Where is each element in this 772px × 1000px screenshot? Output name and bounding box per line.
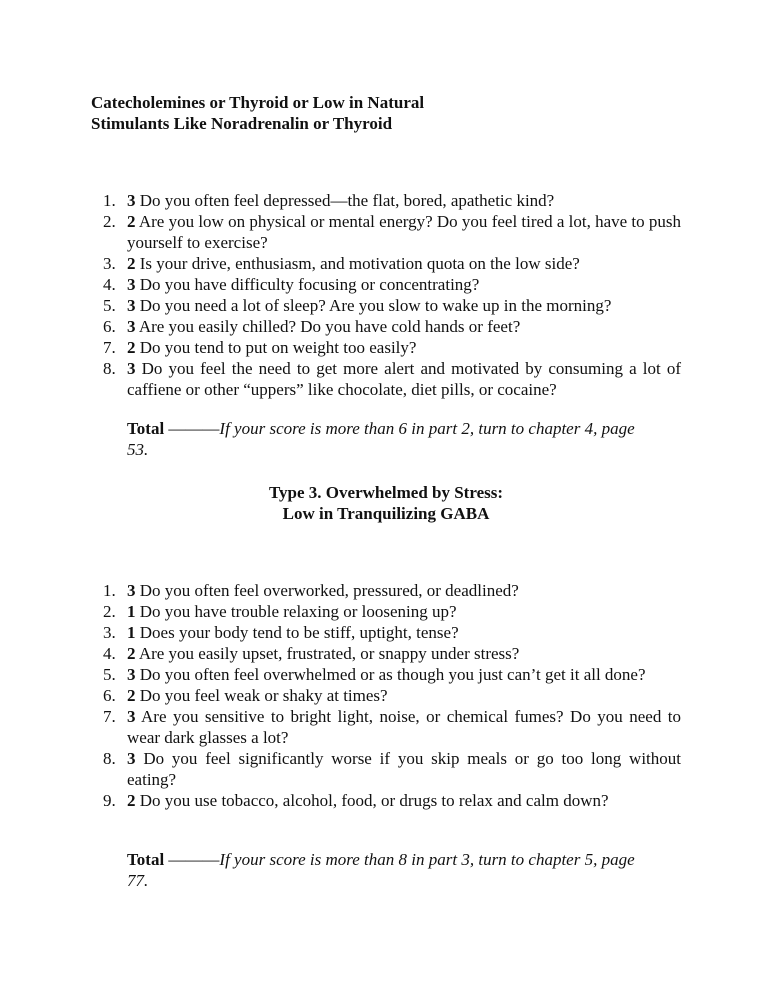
question-text: Do you often feel overwhelmed or as though you just can’t get it all done? [139, 665, 646, 684]
question-score: 2 [127, 212, 136, 231]
total-label: Total [127, 850, 165, 869]
question-number: 1. [103, 191, 116, 210]
section1-total [127, 418, 657, 460]
total-note: If your score is more than 6 in part 2, turn to chapter 4, page 53. [127, 419, 635, 459]
question-number: 7. [103, 338, 116, 357]
question-score: 3 [127, 707, 136, 726]
question-item [91, 748, 681, 790]
question-item [91, 790, 681, 811]
section1-title-line1: Catecholemines or Thyroid or Low in Natural [91, 93, 425, 112]
question-text: Do you tend to put on weight too easily? [139, 338, 417, 357]
question-item [91, 685, 681, 706]
question-score: 1 [127, 623, 136, 642]
total-note: If your score is more than 8 in part 3, turn to chapter 5, page 77. [127, 850, 635, 890]
question-number: 4. [103, 644, 116, 663]
question-text: Do you often feel overworked, pressured, or deadlined? [139, 581, 519, 600]
section1-heading [91, 92, 691, 134]
question-number: 6. [103, 317, 116, 336]
question-text: Are you easily chilled? Do you have cold hands or feet? [138, 317, 521, 336]
question-score: 2 [127, 254, 136, 273]
section2-heading [91, 482, 681, 524]
question-number: 5. [103, 296, 116, 315]
question-item [91, 211, 681, 253]
question-item [91, 316, 681, 337]
question-number: 6. [103, 686, 116, 705]
question-number: 3. [103, 254, 116, 273]
total-label: Total [127, 419, 165, 438]
total-blank: ——— [168, 850, 220, 869]
section1-title-line2: Stimulants Like Noradrenalin or Thyroid [91, 114, 393, 133]
question-item [91, 664, 681, 685]
question-number: 9. [103, 791, 116, 810]
question-text: Do you feel significantly worse if you skip meals or go too long without eating? [127, 749, 682, 789]
question-item [91, 253, 681, 274]
section2-title-line2: Low in Tranquilizing GABA [282, 504, 490, 523]
question-text: Are you sensitive to bright light, noise, or chemical fumes? Do you need to wear dark glasses a lot? [127, 707, 682, 747]
question-item [91, 295, 681, 316]
question-number: 2. [103, 212, 116, 231]
section2-question-list [91, 580, 681, 811]
question-text: Do you feel weak or shaky at times? [139, 686, 388, 705]
question-text: Do you have trouble relaxing or loosening up? [139, 602, 457, 621]
question-score: 2 [127, 338, 136, 357]
question-number: 7. [103, 707, 116, 726]
question-score: 2 [127, 686, 136, 705]
question-number: 2. [103, 602, 116, 621]
question-score: 3 [127, 581, 136, 600]
question-text: Do you need a lot of sleep? Are you slow to wake up in the morning? [139, 296, 612, 315]
question-text: Do you have difficulty focusing or concentrating? [139, 275, 480, 294]
question-number: 5. [103, 665, 116, 684]
question-text: Do you often feel depressed—the flat, bored, apathetic kind? [139, 191, 555, 210]
question-item [91, 580, 681, 601]
question-text: Do you use tobacco, alcohol, food, or drugs to relax and calm down? [139, 791, 609, 810]
question-number: 8. [103, 749, 116, 768]
question-item [91, 706, 681, 748]
question-score: 3 [127, 317, 136, 336]
question-score: 3 [127, 749, 136, 768]
question-score: 2 [127, 644, 136, 663]
question-text: Do you feel the need to get more alert and motivated by consuming a lot of caffiene or other “uppers” like chocolate, diet pills, or cocaine? [127, 359, 681, 399]
section2-title-line1: Type 3. Overwhelmed by Stress: [268, 483, 504, 502]
question-item [91, 622, 681, 643]
question-score: 3 [127, 275, 136, 294]
question-number: 3. [103, 623, 116, 642]
question-item [91, 601, 681, 622]
question-score: 3 [127, 665, 136, 684]
section1-question-list [91, 190, 681, 400]
section2-total [127, 849, 657, 891]
question-item [91, 643, 681, 664]
question-item [91, 337, 681, 358]
question-text: Does your body tend to be stiff, uptight, tense? [139, 623, 459, 642]
question-item [91, 190, 681, 211]
question-score: 3 [127, 191, 136, 210]
question-number: 8. [103, 359, 116, 378]
question-score: 3 [127, 359, 136, 378]
question-number: 1. [103, 581, 116, 600]
question-text: Are you low on physical or mental energy? Do you feel tired a lot, have to push yourself to exercise? [127, 212, 682, 252]
question-score: 2 [127, 791, 136, 810]
total-blank: ——— [168, 419, 220, 438]
question-score: 3 [127, 296, 136, 315]
question-item [91, 358, 681, 400]
question-text: Is your drive, enthusiasm, and motivation quota on the low side? [139, 254, 580, 273]
question-number: 4. [103, 275, 116, 294]
question-score: 1 [127, 602, 136, 621]
question-text: Are you easily upset, frustrated, or snappy under stress? [138, 644, 520, 663]
question-item [91, 274, 681, 295]
